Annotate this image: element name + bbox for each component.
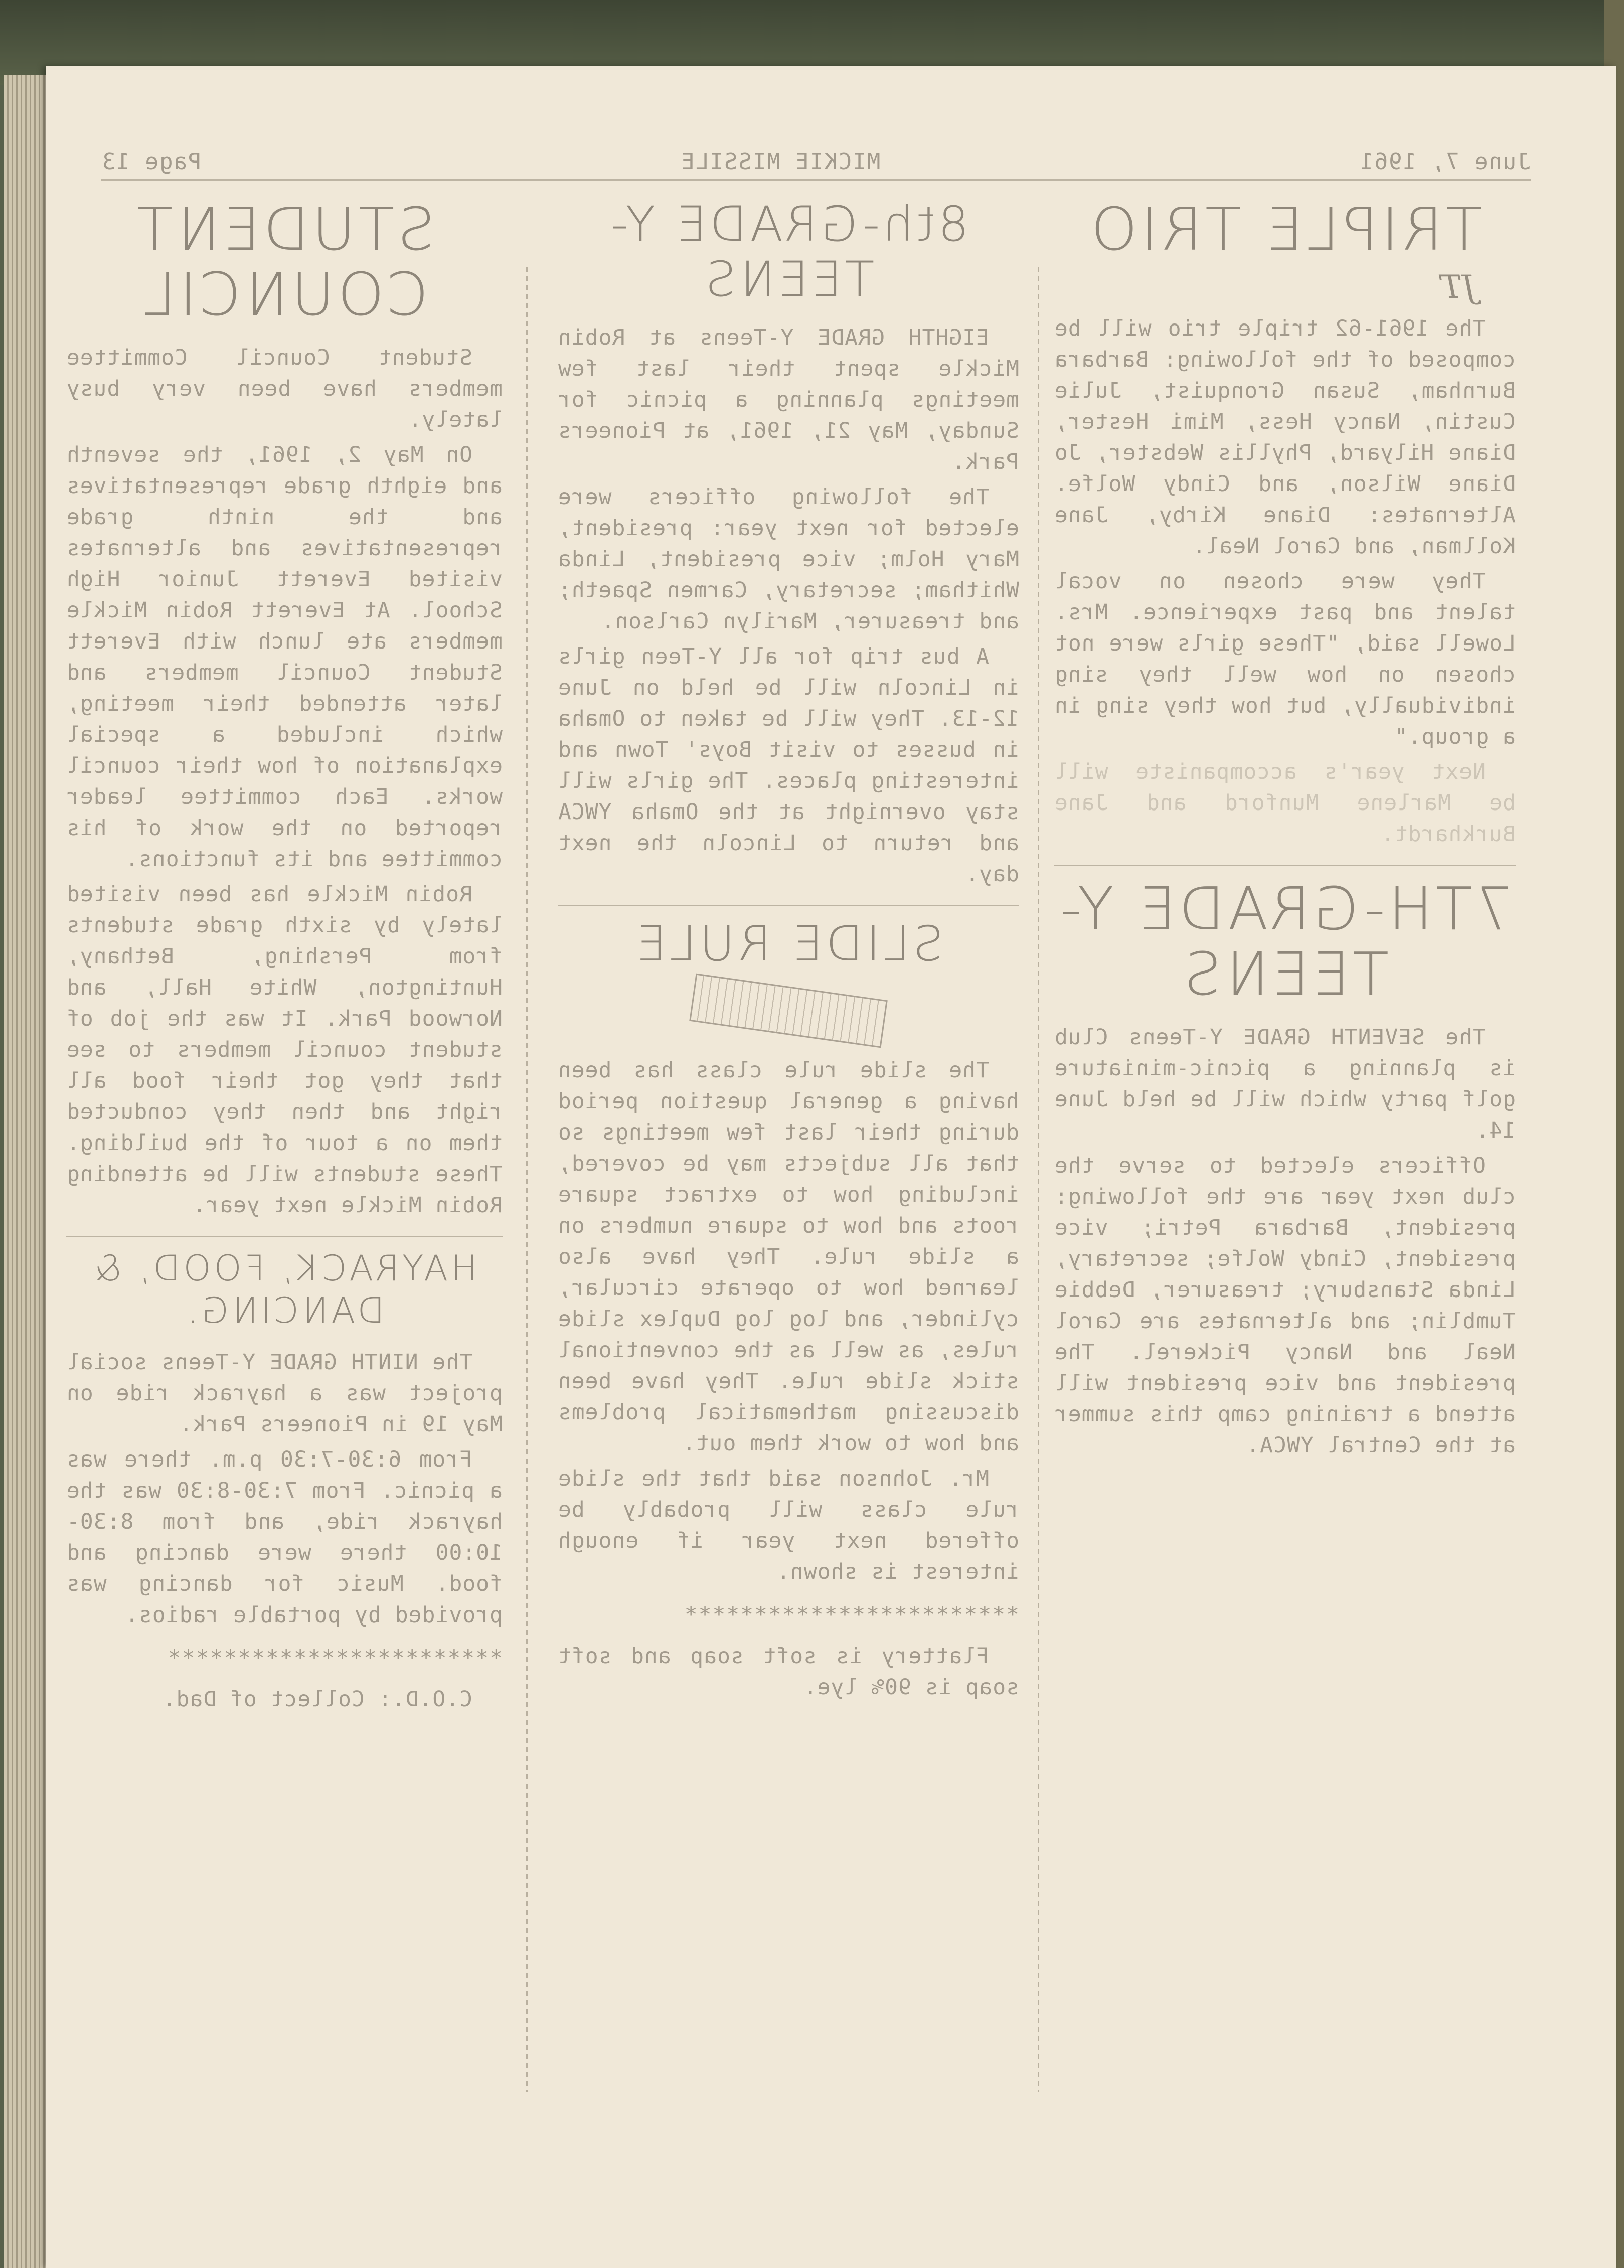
column-triple-trio-and-seventh-grade: [1054, 192, 1516, 1465]
byline-initials: JT: [1440, 269, 1476, 306]
star-separator: ************************: [683, 1602, 1019, 1628]
article-paragraph: On May 2, 1961, the seventh and eighth grade representatives and the ninth grade representatives and alternates visited Everett Junior High School. At Everett Robin Mickle members ate lunch with Everett Student Council members and later attended their meeting, which included a special explanation of how their council works. Each committee leader reported on the work of his committee and its functions.: [66, 442, 503, 872]
headline-triple-trio: TRIPLE TRIO: [1088, 195, 1482, 264]
article-paragraph: EIGHTH GRADE Y-Teens at Robin Mickle spent their last few meetings planning a picnic for Sunday, May 21, 1961, at Pioneers Park.: [558, 325, 1019, 474]
headline-eighth-grade: 8th-GRADE Y-TEENS: [608, 196, 969, 307]
paper-title: MICKIE MISSILE: [680, 148, 881, 175]
headline-hayrack: HAYRACK, FOOD, & DANCING.: [91, 1248, 477, 1331]
section-divider: [558, 905, 1019, 906]
newspaper-page: [46, 66, 1616, 2268]
article-paragraph: The 1961-62 triple trio will be composed of the following: Barbara Burnham, Susan Gronquist, Julie Custin, Nancy Hess, Mimi Hester, Diane Hilyard, Phyllis Webster, Jo Diane Wilson, and Cindy Wolfe. Alternates: Diane Kirby, Jane Kollman, and Carol Neal.: [1054, 316, 1516, 559]
column-student-council-and-hayrack: [66, 192, 503, 1719]
issue-date: June 7, 1961: [1359, 148, 1531, 175]
page-header: [101, 144, 1531, 181]
article-paragraph: The following officers were elected for next year: president, Mary Holm; vice president, Linda Whitham; secretary, Carmen Spaeth; and treasurer, Marilyn Carlson.: [558, 484, 1019, 634]
headline-seventh-grade: 7TH-GRADE Y-TEENS: [1057, 874, 1513, 1009]
article-paragraph: Mr. Johnson said that the slide rule class will probably be offered next year if enough interest is shown.: [558, 1466, 1019, 1584]
article-paragraph: Officers elected to serve the club next year are the following: president, Barbara Petri; vice president, Cindy Wolfe; secretary, Linda Stansbury; treasurer, Debbie Tumblin; and alternates are Carol Neal and Nancy Pickerel. The president and vice president will attend a training camp this summer at the Central YWCA.: [1054, 1153, 1516, 1458]
column-divider: [526, 267, 528, 2092]
article-paragraph: The slide rule class has been having a general question period during their last few meetings so that all subjects may be covered, including how to extract square roots and how to square numbers on a slide rule. They have also learned how to operate circular, cylinder, and log log Duplex slide rules, as well as the conventional stick slide rule. They have been discussing mathematical problems and how to work them out.: [558, 1058, 1019, 1456]
slide-rule-drawing: [689, 974, 888, 1048]
section-divider: [66, 1236, 503, 1237]
column-divider: [1038, 267, 1039, 2092]
closing-quip: C.O.D.: Collect of Dad.: [162, 1687, 472, 1712]
headline-student-council: STUDENT COUNCIL: [133, 195, 435, 329]
article-paragraph-faded: Next year's accompaniste will be Marlene Munford and Jane Burkhardt.: [1054, 759, 1516, 847]
star-separator: ************************: [167, 1646, 503, 1671]
article-paragraph: Student Council Committee members have been very busy lately.: [66, 345, 503, 432]
article-paragraph: The NINTH GRADE Y-Teens social project was a hayrack ride on May 19 in Pioneers Park.: [66, 1350, 503, 1437]
article-paragraph: A bus trip for all Y-Teen girls in Lincoln will be held on June 12-13. They will be taken to Omaha in busses to visit Boys' Town and interesting places. The girls will stay overnight at the Omaha YWCA and return to Lincoln the next day.: [558, 644, 1019, 887]
closing-quip: Flattery is soft soap and soft soap is 90% lye.: [558, 1644, 1019, 1700]
article-paragraph: Robin Mickle has been visited lately by sixth grade students from Pershing, Bethany, Huntington, White Hall, and Norwood Park. It was the job of student council members to see that they got their food all right and then they conducted them on a tour of the building. These students will be attending Robin Mickle next year.: [66, 882, 503, 1218]
headline-slide-rule: SLIDE RULE: [633, 916, 944, 972]
show-through-mirrored-text: [46, 66, 1616, 2268]
section-divider: [1054, 865, 1516, 866]
article-paragraph: They were chosen on vocal talent and past experience. Mrs. Lowell said, "These girls were not chosen on how well they sing individually, but how they sing in a group.": [1054, 569, 1516, 749]
page-number: Page 13: [101, 148, 202, 175]
article-paragraph: The SEVENTH GRADE Y-Teens Club is planning a picnic-miniature golf party which will be held June 14.: [1054, 1025, 1516, 1143]
column-eighth-grade-and-slide-rule: [558, 192, 1019, 1707]
article-paragraph: From 6:30-7:30 p.m. there was a picnic. From 7:30-8:30 was the hayrack ride, and from 8:30-10:00 there were dancing and food. Music for dancing was provided by portable radios.: [66, 1447, 503, 1628]
